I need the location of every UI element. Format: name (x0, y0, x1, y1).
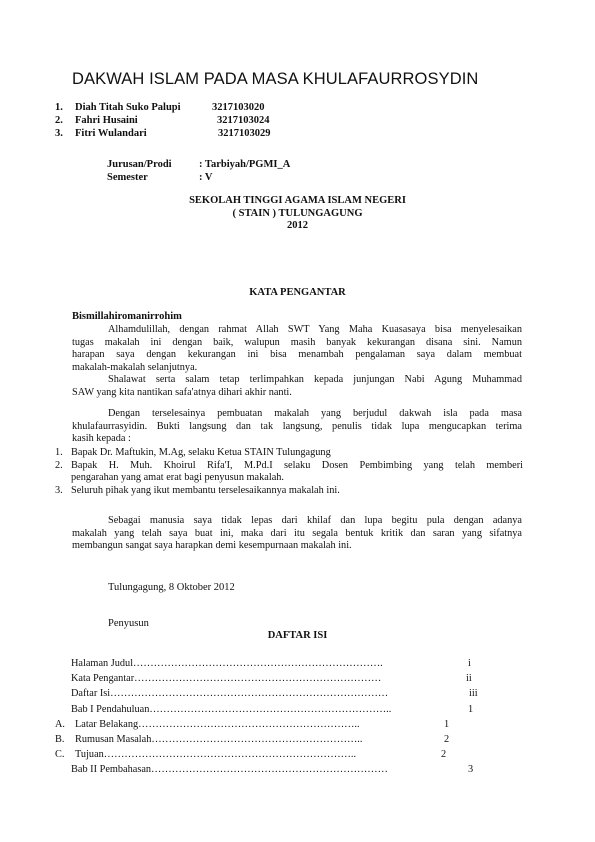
meta-label: Semester (107, 172, 148, 183)
list-item-text: Bapak H. Muh. Khoirul Rifa'I, M.Pd.I selaku Dosen Pembimbing yang telah memberi (71, 459, 523, 471)
paragraph-line: membangun sangat saya harapkan demi kesempurnaan makalah ini. (72, 540, 352, 551)
toc-row (55, 671, 495, 686)
paragraph-line: khulafaurrasyidin. Bukti langsung dan tak langsung, penulis tidak lupa mengucapkan terima (72, 420, 522, 432)
author-name: Fahri Husaini (75, 115, 138, 126)
list-item-text: pengarahan yang amat erat bagi penyusun makalah. (71, 472, 285, 483)
toc-letter: B. (55, 733, 65, 745)
paragraph-line: harapan saya dengan kekurangan ini bisa menambah pengalaman saya dalam membuat (72, 349, 522, 360)
list-item-text: Seluruh pihak yang ikut membantu terselesaikannya makalah ini. (71, 484, 340, 496)
toc-page: 1 (444, 718, 450, 730)
toc-entry: Rumusan Masalah…………………………………………………….. (75, 733, 363, 745)
preface-paragraph-1 (72, 324, 522, 374)
list-item-text: Bapak Dr. Maftukin, M.Ag, selaku Ketua STAIN Tulungagung (71, 447, 331, 458)
paragraph-line: makalah yang telah saya buat ini, maka dari itu segala bentuk kritik dan saran yang sifatnya (72, 527, 522, 539)
paragraph-line: makalah-makalah selanjutnya. (72, 361, 198, 373)
list-item (55, 447, 523, 460)
preface-heading: KATA PENGANTAR (249, 287, 346, 298)
toc-entry: Bab I Pendahuluan…………………………………………………………….. (71, 703, 392, 715)
signature-label: Penyusun (108, 618, 149, 629)
toc-page: i (468, 658, 471, 669)
author-name: Diah Titah Suko Palupi (75, 102, 181, 113)
list-item (55, 485, 523, 498)
list-number: 1. (55, 447, 63, 458)
list-number: 3. (55, 484, 63, 496)
toc-row (55, 702, 495, 717)
toc-row (55, 732, 495, 747)
author-number: 3. (55, 128, 63, 139)
author-nim: 3217103024 (217, 115, 270, 126)
meta-value: : Tarbiyah/PGMI_A (199, 159, 291, 170)
thanks-list (55, 447, 523, 497)
author-number: 1. (55, 102, 63, 113)
preface-paragraph-2 (72, 374, 522, 399)
place-date: Tulungagung, 8 Oktober 2012 (108, 582, 235, 593)
list-number: 2. (55, 459, 63, 471)
toc-page: 1 (468, 703, 474, 715)
toc-row (55, 762, 495, 777)
toc-entry: Halaman Judul………………………………………………………………. (71, 658, 383, 669)
toc-row (55, 686, 495, 701)
paragraph-line: SAW yang kita nantikan safa'atnya dihari akhir nanti. (72, 386, 292, 398)
toc-row (55, 717, 495, 732)
toc-page: iii (469, 688, 478, 700)
paragraph-line: Dengan terselesainya pembuatan makalah yang berjudul dakwah isla pada masa (108, 408, 522, 419)
paragraph-line: Alhamdulillah, dengan rahmat Allah SWT Yang Maha Kuasasaya bisa menyelesaikan (108, 324, 522, 335)
toc-entry: Bab II Pembahasan…………………………………………………………… (71, 764, 388, 776)
document-title: DAKWAH ISLAM PADA MASA KHULAFAURROSYDIN (72, 70, 479, 88)
toc-page: 2 (444, 733, 450, 745)
table-of-contents (55, 656, 495, 778)
toc-row (55, 656, 495, 671)
toc-letter: A. (55, 718, 66, 730)
author-number: 2. (55, 115, 63, 126)
toc-row (55, 747, 495, 762)
preface-paragraph-4 (72, 515, 522, 553)
toc-page: ii (466, 673, 472, 685)
list-item (55, 460, 523, 485)
meta-label: Jurusan/Prodi (107, 159, 172, 170)
author-nim: 3217103029 (218, 128, 271, 139)
institution-year: 2012 (287, 220, 308, 231)
paragraph-line: Sebagai manusia saya tidak lepas dari khilaf dan lupa begitu pula dengan adanya (108, 515, 522, 526)
institution-block (0, 195, 595, 233)
toc-entry: Daftar Isi……………………………………………………………………… (71, 688, 389, 700)
toc-entry: Kata Pengantar……………………………………………………………… (71, 673, 382, 685)
paragraph-line: kasih kepada : (72, 433, 131, 444)
toc-heading: DAFTAR ISI (267, 630, 328, 641)
author-name: Fitri Wulandari (75, 128, 147, 139)
institution-abbreviation: ( STAIN ) TULUNGAGUNG (232, 207, 363, 219)
meta-value: : V (199, 172, 213, 183)
author-nim: 3217103020 (212, 102, 265, 113)
toc-page: 2 (441, 749, 447, 761)
institution-name: SEKOLAH TINGGI AGAMA ISLAM NEGERI (189, 195, 406, 206)
preface-opening: Bismillahiromanirrohim (72, 311, 182, 322)
toc-entry: Latar Belakang……………………………………………………….. (75, 718, 360, 730)
toc-page: 3 (468, 764, 474, 776)
toc-letter: C. (55, 749, 65, 761)
preface-paragraph-3 (72, 408, 522, 446)
paragraph-line: tugas makalah ini dengan baik, walupun masih banyak kekurangan disana sini. Namun (72, 336, 522, 348)
toc-entry: Tujuan……………………………………………………………….. (75, 749, 357, 761)
paragraph-line: Shalawat serta salam tetap terlimpahkan kepada junjungan Nabi Agung Muhammad (108, 374, 522, 385)
